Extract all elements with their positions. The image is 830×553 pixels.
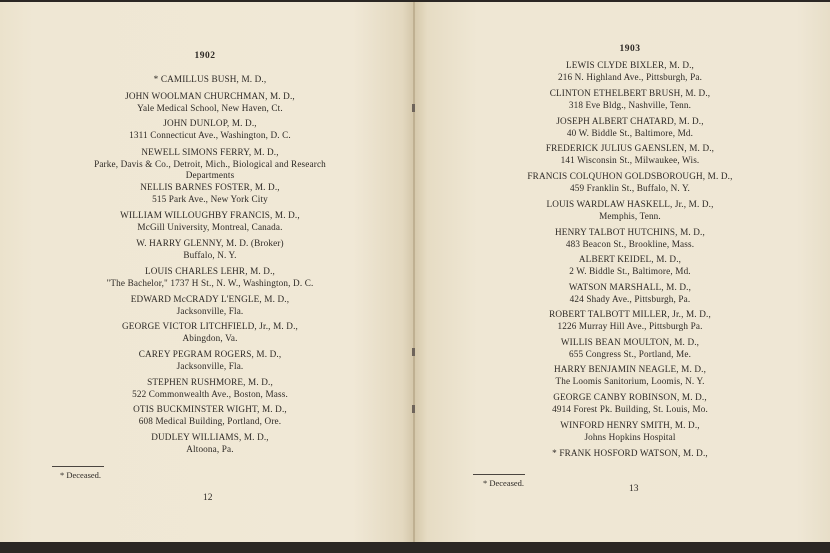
entry-name: * CAMILLUS BUSH, M. D., — [153, 74, 267, 84]
list-item — [445, 88, 815, 111]
entry-address: Jacksonville, Fla. — [176, 360, 244, 371]
entry-address: 141 Wisconsin St., Milwaukee, Wis. — [560, 154, 700, 165]
entry-name: GEORGE VICTOR LITCHFIELD, Jr., M. D., — [122, 321, 298, 331]
year-heading: 1902 — [194, 51, 216, 61]
list-item — [30, 266, 390, 289]
list-item — [30, 238, 390, 261]
entry-address: Parke, Davis & Co., Detroit, Mich., Biological and Research — [94, 158, 326, 169]
list-item — [445, 227, 815, 250]
entry-name: EDWARD McCRADY L'ENGLE, M. D., — [130, 294, 290, 304]
entry-name: W. HARRY GLENNY, M. D. (Broker) — [136, 238, 284, 248]
page-number: 12 — [203, 493, 213, 503]
entry-address: Johns Hopkins Hospital — [584, 431, 676, 442]
entry-name: WILLIAM WILLOUGHBY FRANCIS, M. D., — [120, 210, 300, 220]
list-item — [445, 420, 815, 443]
entry-name: LOUIS CHARLES LEHR, M. D., — [145, 266, 275, 276]
entry-name: FRANCIS COLQUHON GOLDSBOROUGH, M. D., — [527, 171, 733, 181]
entry-address: 424 Shady Ave., Pittsburgh, Pa. — [569, 293, 691, 304]
entry-name: NELLIS BARNES FOSTER, M. D., — [140, 182, 280, 192]
list-item — [30, 377, 390, 400]
entry-address: 483 Beacon St., Brookline, Mass. — [565, 238, 695, 249]
list-item — [30, 91, 390, 114]
entry-address: 459 Franklin St., Buffalo, N. Y. — [570, 182, 690, 193]
entry-address: Buffalo, N. Y. — [183, 249, 237, 260]
entry-address: 515 Park Ave., New York City — [152, 193, 268, 204]
entry-address: 608 Medical Building, Portland, Ore. — [138, 415, 282, 426]
list-item — [30, 432, 390, 455]
entry-address: 4914 Forest Pk. Building, St. Louis, Mo. — [552, 403, 708, 414]
list-item — [30, 74, 390, 86]
year-heading: 1903 — [619, 44, 641, 54]
list-item — [445, 309, 815, 332]
footnote: * Deceased. — [60, 470, 102, 480]
entry-name: CAREY PEGRAM ROGERS, M. D., — [138, 349, 282, 359]
list-item — [30, 321, 390, 344]
entry-name: CLINTON ETHELBERT BRUSH, M. D., — [549, 88, 711, 98]
list-item — [30, 147, 390, 182]
entry-address: Abingdon, Va. — [182, 332, 238, 343]
entry-address: 318 Eve Bldg., Nashville, Tenn. — [568, 99, 692, 110]
list-item — [30, 182, 390, 205]
entry-name: STEPHEN RUSHMORE, M. D., — [147, 377, 273, 387]
entry-name: FREDERICK JULIUS GAENSLEN, M. D., — [545, 143, 715, 153]
list-item — [30, 118, 390, 141]
footnote-rule — [473, 474, 525, 475]
entry-name: WATSON MARSHALL, M. D., — [568, 282, 692, 292]
entry-name: JOHN WOOLMAN CHURCHMAN, M. D., — [125, 91, 295, 101]
entry-address: 655 Congress St., Portland, Me. — [568, 348, 692, 359]
list-item — [445, 282, 815, 305]
entry-address: 522 Commonwealth Ave., Boston, Mass. — [132, 388, 288, 399]
entry-address: The Loomis Sanitorium, Loomis, N. Y. — [555, 375, 705, 386]
entry-name: OTIS BUCKMINSTER WIGHT, M. D., — [133, 404, 287, 414]
list-item — [445, 364, 815, 387]
entry-name: LOUIS WARDLAW HASKELL, Jr., M. D., — [546, 199, 714, 209]
list-item — [445, 60, 815, 83]
list-item — [30, 210, 390, 233]
list-item — [30, 404, 390, 427]
entry-address: Yale Medical School, New Haven, Ct. — [137, 102, 283, 113]
entry-name: LEWIS CLYDE BIXLER, M. D., — [565, 60, 695, 70]
entry-name: GEORGE CANBY ROBINSON, M. D., — [553, 392, 707, 402]
entry-name: WILLIS BEAN MOULTON, M. D., — [560, 337, 700, 347]
entry-name: NEWELL SIMONS FERRY, M. D., — [141, 147, 279, 157]
footnote: * Deceased. — [483, 478, 525, 488]
entry-address: "The Bachelor," 1737 H St., N. W., Washington, D. C. — [106, 277, 314, 288]
entry-address-continued: Departments — [185, 170, 235, 180]
list-item — [445, 171, 815, 194]
entry-name: JOSEPH ALBERT CHATARD, M. D., — [556, 116, 704, 126]
entry-address: Jacksonville, Fla. — [176, 305, 244, 316]
left-page — [0, 2, 415, 542]
entry-address: 216 N. Highland Ave., Pittsburgh, Pa. — [557, 71, 703, 82]
list-item — [445, 392, 815, 415]
entry-name: * FRANK HOSFORD WATSON, M. D., — [552, 448, 708, 458]
entry-name: DUDLEY WILLIAMS, M. D., — [151, 432, 269, 442]
list-item — [445, 143, 815, 166]
footnote-rule — [52, 466, 104, 467]
entry-address: Altoona, Pa. — [186, 443, 234, 454]
list-item — [445, 448, 815, 460]
list-item — [30, 294, 390, 317]
entry-address: 1226 Murray Hill Ave., Pittsburgh Pa. — [557, 320, 703, 331]
entry-name: WINFORD HENRY SMITH, M. D., — [560, 420, 700, 430]
entry-name: HENRY TALBOT HUTCHINS, M. D., — [555, 227, 705, 237]
page-number: 13 — [629, 484, 639, 494]
list-item — [445, 116, 815, 139]
entry-name: HARRY BENJAMIN NEAGLE, M. D., — [553, 364, 707, 374]
right-page — [415, 2, 830, 542]
entry-name: ALBERT KEIDEL, M. D., — [578, 254, 682, 264]
entry-name: JOHN DUNLOP, M. D., — [163, 118, 257, 128]
entry-address: Memphis, Tenn. — [599, 210, 661, 221]
entry-address: 2 W. Biddle St., Baltimore, Md. — [569, 265, 691, 276]
entry-address: McGill University, Montreal, Canada. — [137, 221, 283, 232]
list-item — [445, 199, 815, 222]
entry-name: ROBERT TALBOTT MILLER, Jr., M. D., — [549, 309, 711, 319]
list-item — [445, 337, 815, 360]
entry-address: 1311 Connecticut Ave., Washington, D. C. — [129, 129, 291, 140]
list-item — [445, 254, 815, 277]
list-item — [30, 349, 390, 372]
entry-address: 40 W. Biddle St., Baltimore, Md. — [566, 127, 694, 138]
